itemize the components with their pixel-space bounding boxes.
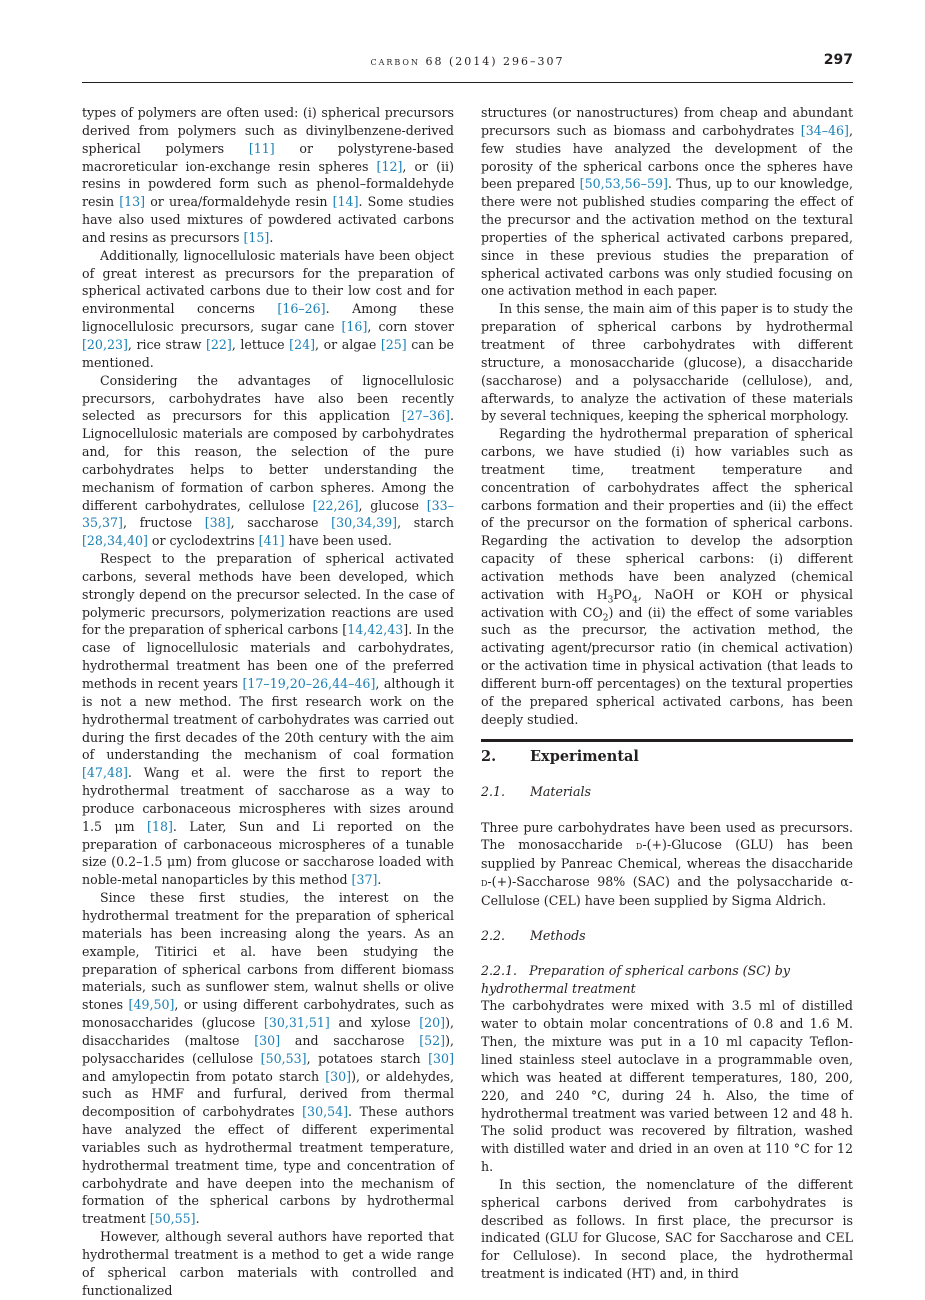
text: Three pure carbohydrates have been used as precursors. The monosaccharide: [481, 819, 853, 853]
citation-link[interactable]: [11]: [248, 140, 275, 156]
citation-link[interactable]: [34–46]: [800, 122, 849, 138]
running-head: [82, 52, 853, 82]
text: . Thus, up to our knowledge, there were not published studies comparing the effect of the precursor and the activation method on the textural properties of the spherical activated carbons prepared, since in these previous studies the preparation of spherical activated carbons was only studied focusing on one activation method in each paper.: [481, 176, 853, 299]
citation-link[interactable]: [20]: [419, 1015, 446, 1031]
text: . Some studies have also used mixtures of powdered activated carbons and resins as precursors: [82, 194, 454, 245]
paragraph: The carbohydrates were mixed with 3.5 ml of distilled water to obtain molar concentrations of 0.8 and 1.6 M. Then, the mixture was put in a 10 ml capacity Teflon-lined stainless steel autoclave in a programmable oven, which was heated at different temperatures, 180, 200, 220, and 240 °C, during 24 h. Also, the time of hydrothermal treatment was varied between 12 and 48 h. The solid product was recovered by filtration, washed with distilled water and dried in an oven at 110 °C for 12 h.: [481, 998, 853, 1175]
text: . Wang et al. were the first to report the hydrothermal treatment of saccharose as a way to produce carbonaceous microspheres with sizes around 1.5 μm: [82, 765, 454, 834]
citation-link[interactable]: [37]: [351, 872, 378, 888]
text: -(+)-Glucose (GLU) has been supplied by Panreac Chemical, whereas the disaccharide: [481, 837, 853, 872]
citation-link[interactable]: [20,23]: [82, 336, 128, 352]
subscript: 3: [607, 595, 614, 606]
text: ]. In the case of lignocellulosic materials and carbohydrates, hydrothermal treatment has been one of the preferred methods in recent years: [82, 622, 454, 691]
citation-link[interactable]: [41]: [258, 533, 285, 549]
paragraph: [82, 1228, 454, 1299]
subsection-title: Materials: [530, 783, 591, 799]
paragraph: [82, 372, 454, 550]
citation-link[interactable]: [12]: [376, 158, 403, 174]
citation-link[interactable]: [50,53]: [260, 1050, 307, 1066]
subsubsection-heading: [481, 962, 853, 998]
section-number: 2.: [481, 747, 497, 765]
right-column: [481, 104, 853, 1283]
subsection-number: 2.2.: [481, 927, 506, 943]
section-rule: [481, 739, 853, 742]
citation-link[interactable]: [15]: [243, 229, 270, 245]
subscript: 2: [602, 613, 609, 624]
subsection-heading: [481, 783, 853, 801]
subsection-heading: [481, 927, 853, 945]
text: and saccharose: [280, 1032, 420, 1048]
text: -(+)-Saccharose 98% (SAC) and the polysaccharide α-Cellulose (CEL) have been supplied by Sigma Aldrich.: [481, 874, 853, 908]
text: or urea/formaldehyde resin: [145, 194, 333, 210]
left-column: [82, 104, 454, 1300]
text: Considering the advantages of lignocellulosic precursors, carbohydrates have also been recently selected as precursors for this application: [82, 372, 454, 424]
text: ) and (ii) the effect of some variables such as the precursor, the activation method, the activating agent/precursor ratio (in chemical activation) or the activation time in physical activation (that leads to different burn-off percentages) on the textural properties of the prepared spherical activated carbons, has been deeply studied.: [481, 604, 853, 727]
text: have been used.: [284, 533, 392, 549]
citation-link[interactable]: [22,26]: [312, 497, 359, 513]
citation-link[interactable]: [30,34,39]: [331, 515, 398, 531]
text: or cyclodextrins: [147, 533, 259, 549]
text: , or algae: [315, 336, 381, 352]
text: Regarding the hydrothermal preparation of spherical carbons, we have studied (i) how variables such as treatment time, treatment temperature and concentration of carbohydrates affect the spherical carbons formation and their properties and (ii) the effect of the precursor on the formation of spherical carbons. Regarding the activation to develop the adsorption capacity of these spherical carbons: (i) different activation methods have been analyzed (chemical activation with H: [481, 426, 853, 602]
text: , few studies have analyzed the development of the porosity of the spherical carbons once the spheres have been prepared: [481, 122, 853, 192]
text: Respect to the preparation of spherical activated carbons, several methods have been developed, which strongly depend on the precursor selected. In the case of polymeric precursors, polymerization reactions are used for the preparation of spherical carbons [: [82, 551, 454, 638]
citation-link[interactable]: [30,31,51]: [263, 1015, 330, 1031]
text: structures (or nanostructures) from cheap and abundant precursors such as biomass and carbohydrates: [481, 105, 853, 138]
citation-link[interactable]: [30,54]: [302, 1104, 349, 1120]
text: , although it is not a new method. The first research work on the hydrothermal treatment of carbohydrates was carried out during the first decades of the 20th century with the aim of understanding the mechanism of coal formation: [82, 676, 454, 763]
text: , or (ii) resins in powdered form such as phenol–formaldehyde resin: [82, 158, 454, 210]
section-heading: [481, 747, 853, 767]
subsubsection-number: 2.2.1.: [481, 962, 518, 978]
citation-link[interactable]: [30]: [428, 1050, 454, 1066]
journal-citation: carbon 68 (2014) 296–307: [370, 55, 565, 68]
paragraph: [82, 550, 454, 889]
citation-link[interactable]: [24]: [289, 336, 316, 352]
citation-link[interactable]: [25]: [380, 336, 407, 352]
text: . Among these lignocellulosic precursors, sugar cane: [82, 301, 454, 335]
text: . Lignocellulosic materials are composed by carbohydrates and, for this reason, the selection of the pure carbohydrates helps to better understanding the mechanism of formation of carbon spheres. Among the different carbohydrates, cellulose: [82, 408, 454, 513]
paragraph: [82, 247, 454, 372]
paragraph: [481, 819, 853, 910]
header-rule: [82, 82, 853, 83]
text: However, although several authors have reported that hydrothermal treatment is a method to get a wide range of spherical carbon materials with controlled and functionalized: [82, 1229, 454, 1298]
paragraph: [82, 889, 454, 1228]
citation-link[interactable]: 14,42,43: [347, 622, 404, 638]
paragraph: In this sense, the main aim of this paper is to study the preparation of spherical carbons by hydrothermal treatment of three carbohydrates with different structure, a monosaccharide (glucose), a disaccharide (saccharose) and a polysaccharide (cellulose), and, afterwards, to analyze the activation of these materials by several techniques, keeping the spherical morphology.: [481, 301, 853, 424]
text: Since these first studies, the interest on the hydrothermal treatment for the preparation of spherical materials has been increasing along the years. As an example, Titirici et al. have been studying the preparation of spherical carbons from different biomass materials, such as sunflower stem, walnut shells or olive stones: [82, 890, 454, 1013]
text: .: [195, 1211, 200, 1227]
text: . These authors have analyzed the effect of different experimental variables such as hydrothermal treatment temperature, hydrothermal treatment time, type and concentration of carbohydrate and have deepen into the mechanism of formation of the spherical carbons by hydrothermal treatment: [82, 1104, 455, 1227]
citation-link[interactable]: [47,48]: [82, 765, 128, 781]
subscript: 4: [632, 595, 638, 606]
section-title: Experimental: [530, 747, 639, 765]
text: and xylose: [329, 1015, 420, 1031]
citation-link[interactable]: [27–36]: [401, 408, 450, 424]
text: , glucose: [358, 497, 427, 513]
citation-link[interactable]: [30]: [254, 1032, 281, 1048]
small-caps: d: [635, 839, 643, 853]
citation-link[interactable]: [18]: [147, 818, 173, 834]
text: and amylopectin from potato starch: [82, 1068, 326, 1084]
paragraph: [481, 425, 853, 728]
citation-link[interactable]: [50,53,56–59]: [579, 176, 668, 192]
citation-link[interactable]: [16–26]: [277, 301, 326, 317]
citation-link[interactable]: [52]: [419, 1032, 446, 1048]
text: .: [269, 229, 274, 245]
page-number: 297: [823, 52, 853, 68]
text: . Later, Sun and Li reported on the preparation of carbonaceous microspheres of a tunable size (0.2–1.5 μm) from glucose or saccharose loaded with noble-metal nanoparticles by this method: [82, 818, 454, 888]
text: , starch: [397, 515, 454, 531]
paragraph: [82, 104, 454, 247]
citation-link[interactable]: [17–19,20–26,44–46]: [242, 676, 376, 691]
text: or polystyrene-based macroreticular ion-exchange resin spheres: [82, 140, 454, 174]
citation-link[interactable]: [49,50]: [128, 997, 175, 1013]
text: can be mentioned.: [82, 336, 454, 370]
text: ), disaccharides (maltose: [82, 1015, 454, 1048]
citation-link[interactable]: [30]: [325, 1068, 352, 1084]
text: , NaOH or KOH or physical activation with CO: [481, 586, 853, 620]
citation-link[interactable]: [33–35,37]: [82, 497, 454, 531]
text: .: [377, 872, 382, 888]
citation-link[interactable]: [38]: [204, 515, 231, 531]
paragraph: In this section, the nomenclature of the different spherical carbons derived from carbohydrates is described as follows. In first place, the precursor is indicated (GLU for Glucose, SAC for Saccharose and CEL for Cellulose). In second place, the hydrothermal treatment is indicated (HT) and, in third: [481, 1176, 853, 1282]
citation-link[interactable]: [14]: [332, 194, 359, 210]
citation-link[interactable]: [28,34,40]: [82, 533, 148, 549]
text: types of polymers are often used: (i) spherical precursors derived from polymers such as divinylbenzene-derived spherical polymers: [82, 105, 454, 156]
citation-link[interactable]: [13]: [119, 194, 146, 210]
text: , saccharose: [230, 515, 332, 531]
subsection-number: 2.1.: [481, 783, 506, 799]
text: , rice straw: [127, 336, 206, 352]
subsubsection-title: Preparation of spherical carbons (SC) by hydrothermal treatment: [481, 962, 790, 996]
text: , potatoes starch: [306, 1050, 429, 1066]
text: , corn stover: [367, 319, 454, 335]
text: ), or aldehydes, such as HMF and furfural, derived from thermal decomposition of carbohydrates: [82, 1068, 454, 1120]
text: Additionally, lignocellulosic materials have been object of great interest as precursors for the preparation of spherical activated carbons due to their low cost and for environmental concerns: [82, 247, 454, 317]
subsection-title: Methods: [530, 927, 586, 943]
text: , or using different carbohydrates, such as monosaccharides (glucose: [82, 997, 455, 1031]
text: , lettuce: [231, 336, 290, 352]
paragraph: [481, 104, 853, 300]
citation-link[interactable]: [16]: [341, 319, 368, 335]
small-caps: d: [481, 876, 488, 890]
text: PO: [613, 586, 633, 602]
citation-link[interactable]: [22]: [205, 336, 232, 352]
citation-link[interactable]: [50,55]: [149, 1211, 196, 1227]
text: ), polysaccharides (cellulose: [82, 1032, 454, 1066]
text: , fructose: [122, 515, 205, 531]
